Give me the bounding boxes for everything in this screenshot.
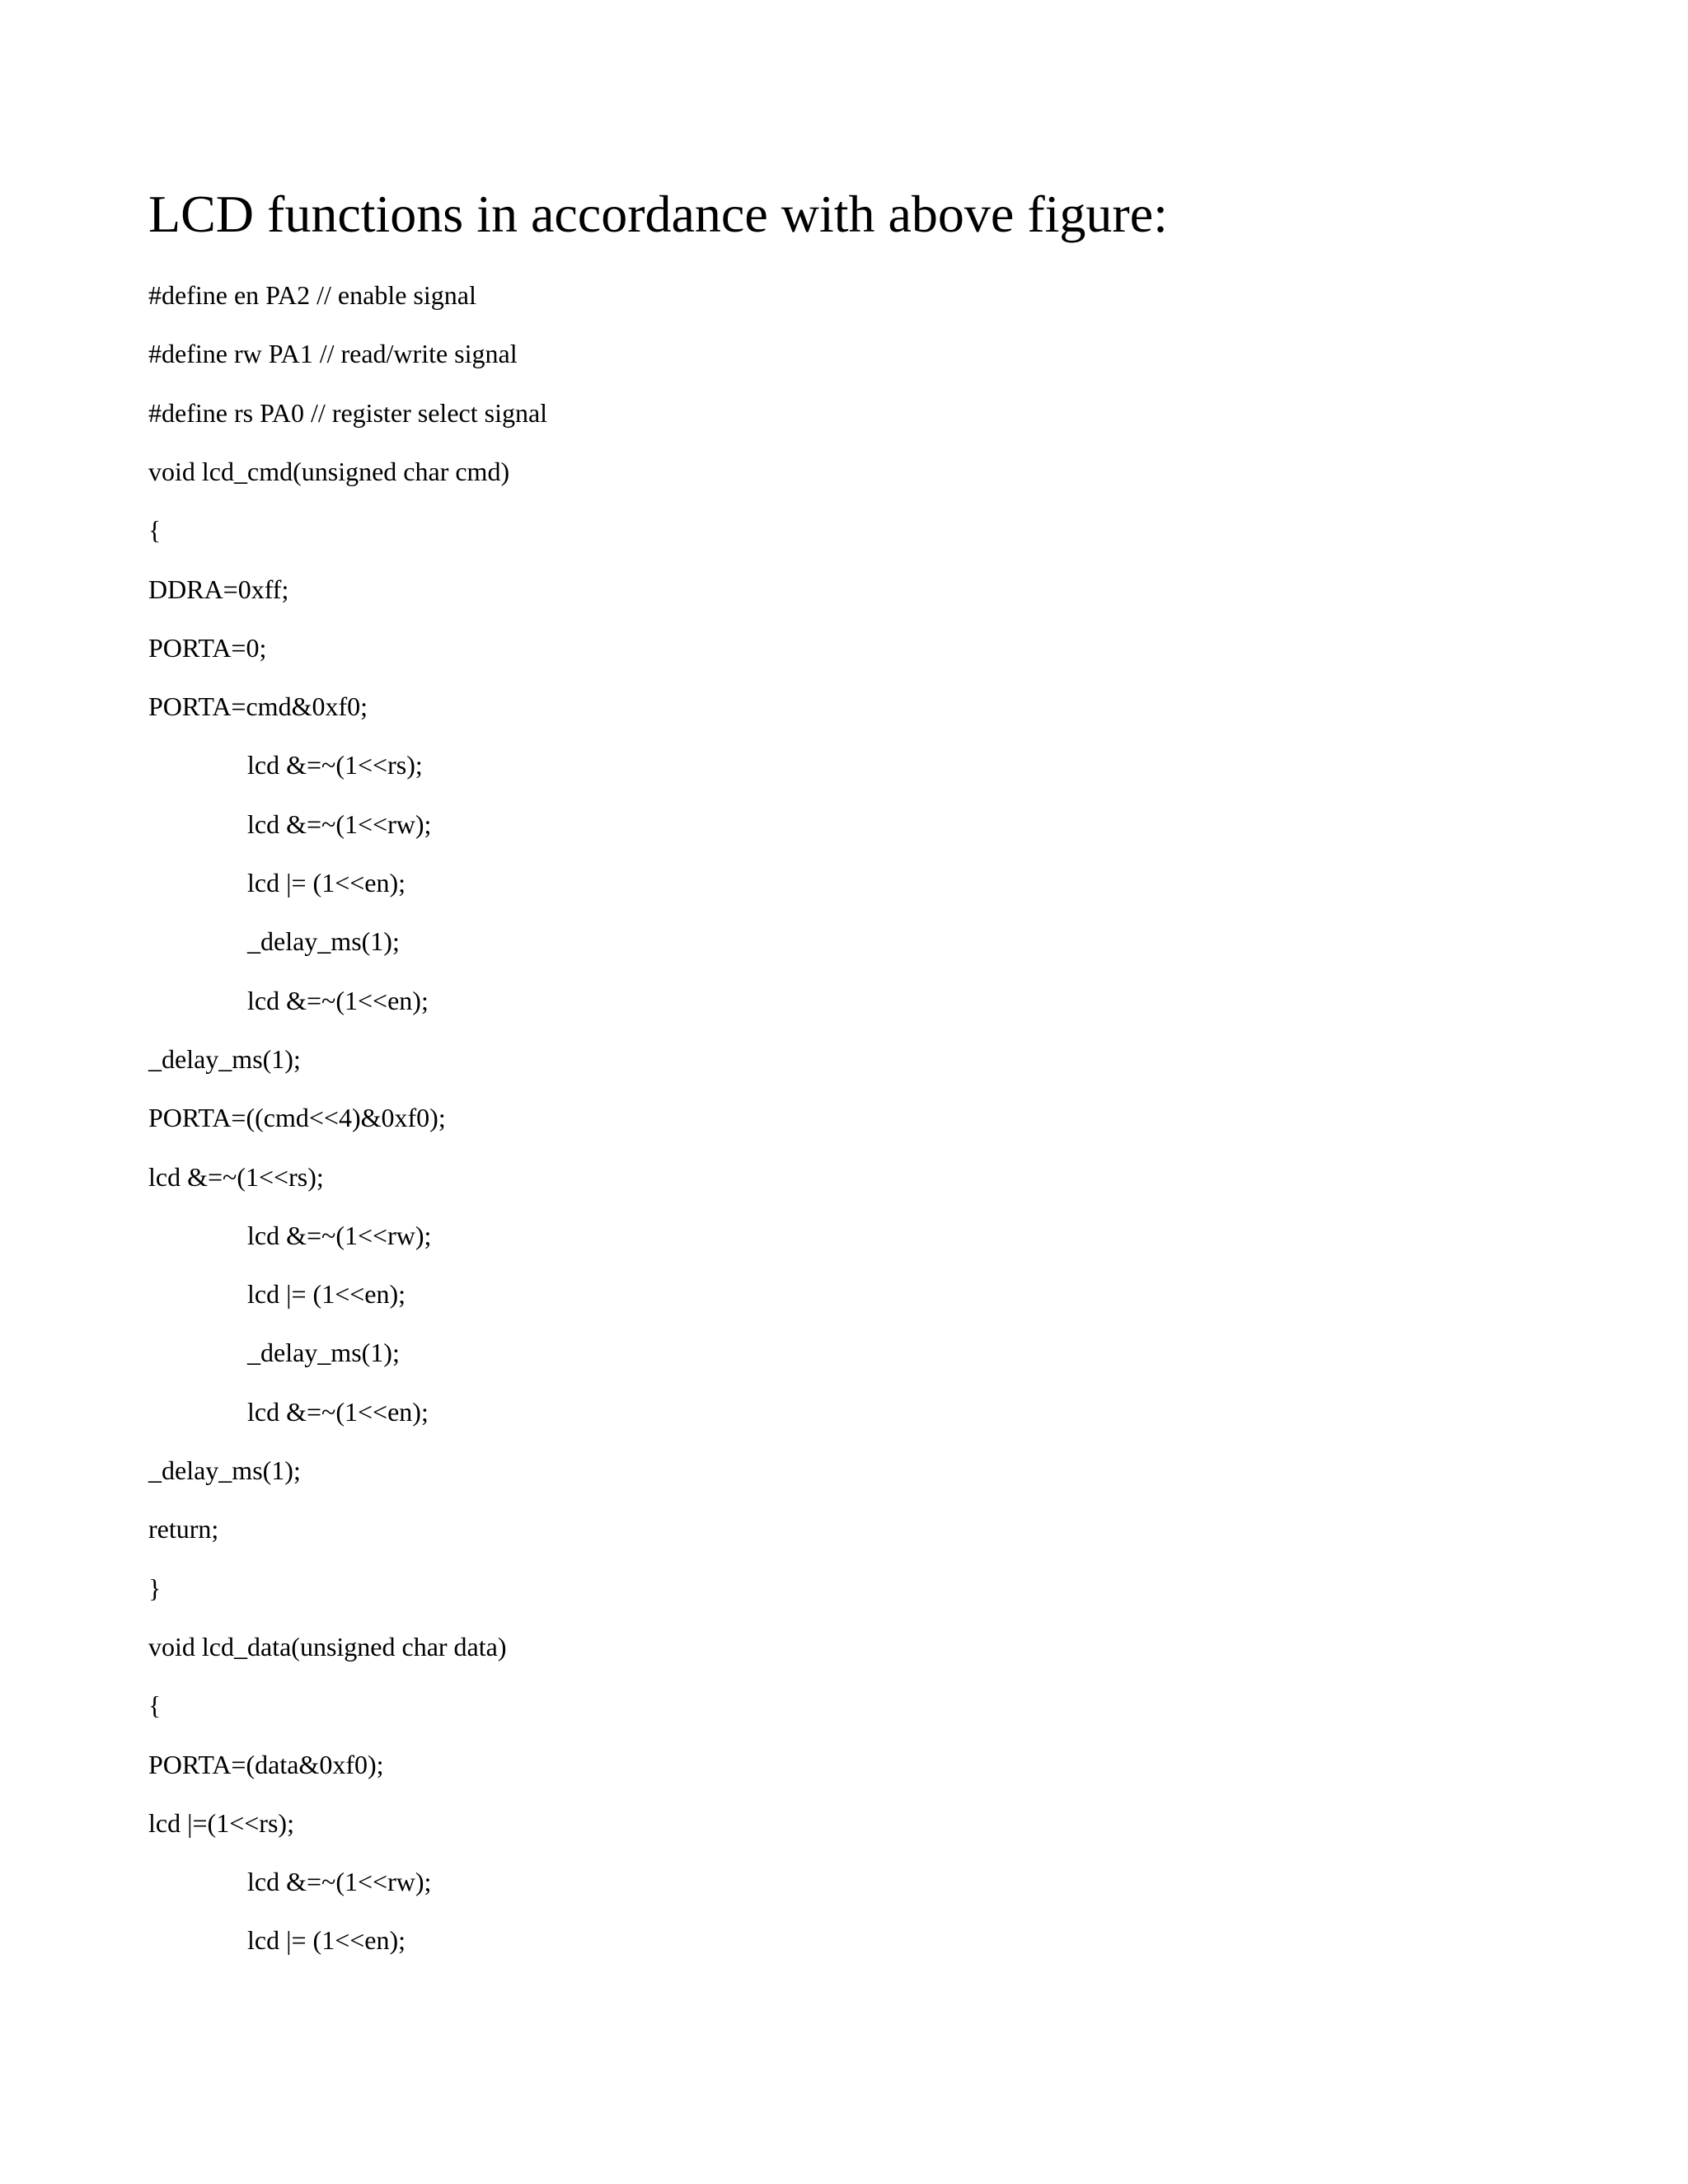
code-line: #define rw PA1 // read/write signal xyxy=(148,339,518,368)
code-line: #define rs PA0 // register select signal xyxy=(148,398,548,428)
code-line: } xyxy=(148,1573,162,1603)
code-line: return; xyxy=(148,1514,219,1544)
code-line: PORTA=((cmd<<4)&0xf0); xyxy=(148,1103,446,1132)
code-line: lcd &=~(1<<en); xyxy=(247,986,429,1015)
code-line: { xyxy=(148,515,162,545)
code-line: lcd |= (1<<en); xyxy=(247,868,406,898)
code-line: lcd |= (1<<en); xyxy=(247,1279,406,1309)
code-line: #define en PA2 // enable signal xyxy=(148,280,476,310)
code-line: void lcd_data(unsigned char data) xyxy=(148,1632,507,1661)
code-line: _delay_ms(1); xyxy=(247,1338,400,1367)
code-line: DDRA=0xff; xyxy=(148,574,289,604)
code-line: lcd &=~(1<<rw); xyxy=(247,809,432,839)
code-line: { xyxy=(148,1690,162,1720)
code-line: lcd &=~(1<<rw); xyxy=(247,1867,432,1896)
code-line: _delay_ms(1); xyxy=(148,1455,301,1485)
code-line: lcd &=~(1<<rs); xyxy=(148,1162,324,1192)
code-line: PORTA=(data&0xf0); xyxy=(148,1750,384,1779)
code-line: lcd &=~(1<<rs); xyxy=(247,750,423,780)
page-heading: LCD functions in accordance with above figure: xyxy=(148,185,1168,243)
code-line: _delay_ms(1); xyxy=(247,926,400,956)
code-line: PORTA=0; xyxy=(148,633,267,663)
code-line: lcd |=(1<<rs); xyxy=(148,1808,294,1838)
code-line: lcd &=~(1<<en); xyxy=(247,1397,429,1427)
code-line: lcd &=~(1<<rw); xyxy=(247,1221,432,1250)
code-line: lcd |= (1<<en); xyxy=(247,1925,406,1955)
code-line: _delay_ms(1); xyxy=(148,1044,301,1074)
code-line: void lcd_cmd(unsigned char cmd) xyxy=(148,457,510,486)
code-line: PORTA=cmd&0xf0; xyxy=(148,691,368,721)
